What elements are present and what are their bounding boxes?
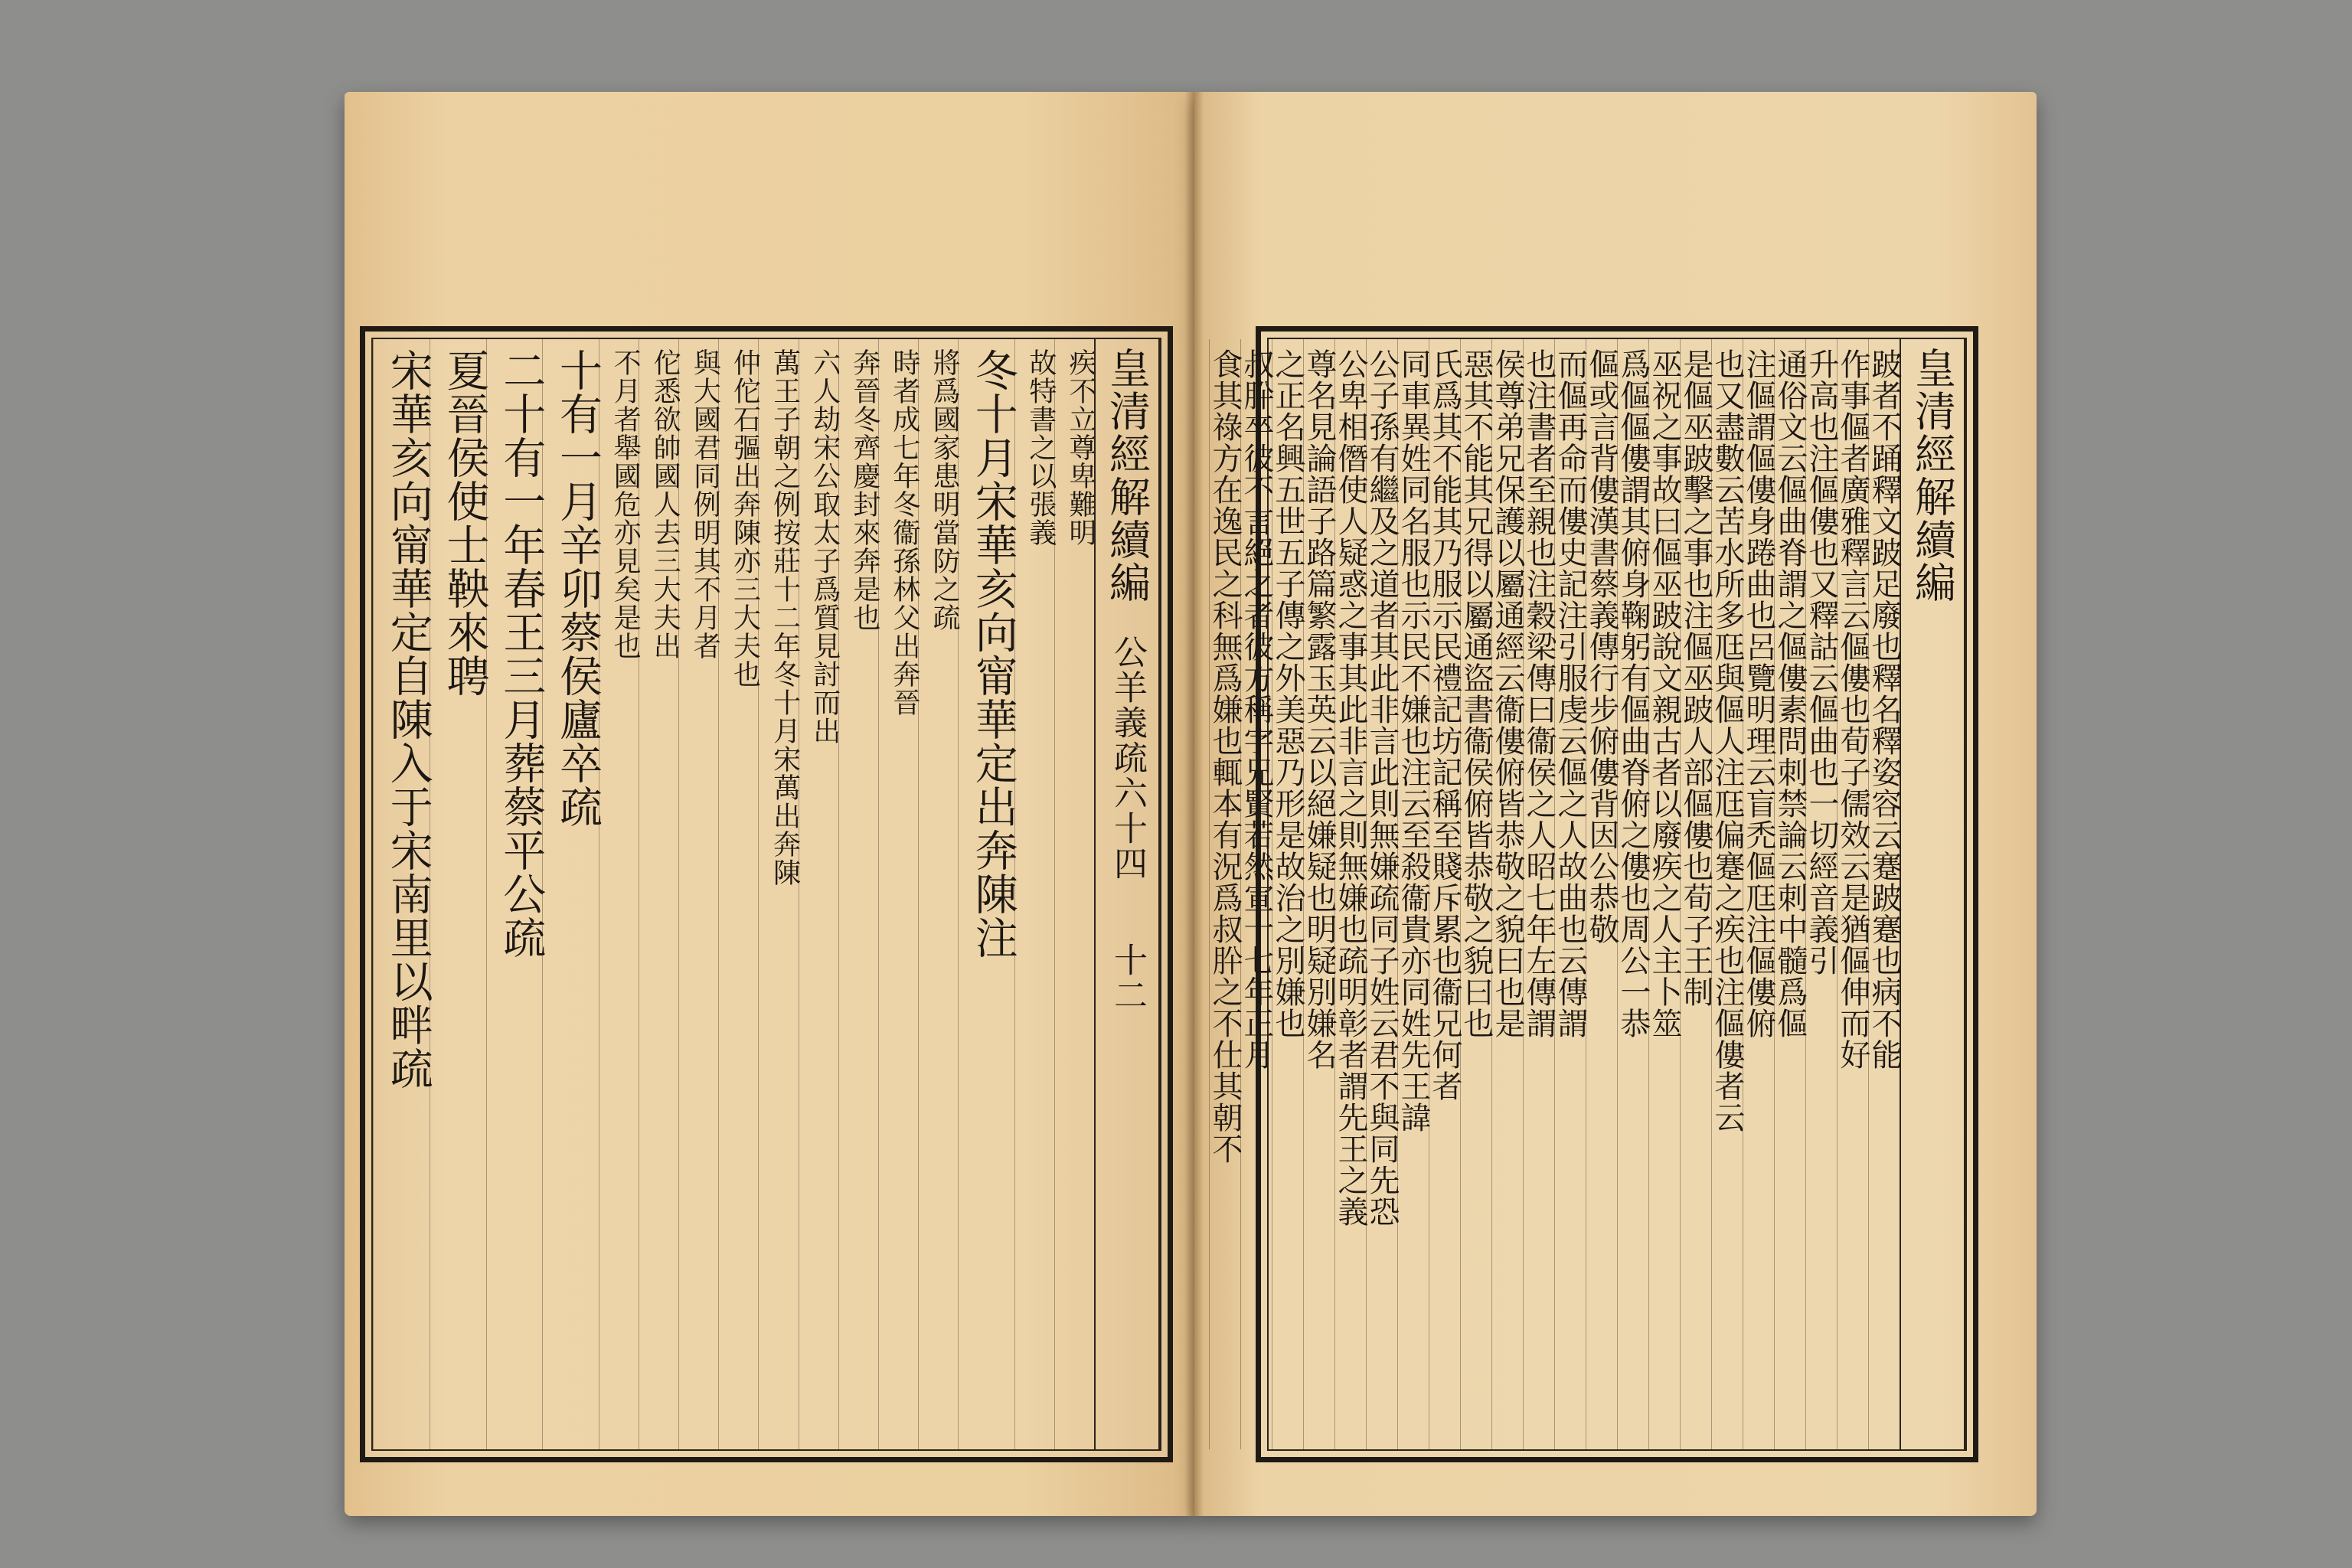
- right-text-column: 食其祿方在逸民之科無爲嫌也輒本有況爲叔肸之不仕其朝不: [1209, 339, 1240, 1449]
- left-text-column: 疾不立尊卑難明: [1054, 339, 1094, 1449]
- left-text-column: 仲佗石彄出奔陳亦三大夫也: [718, 339, 758, 1449]
- left-text-column: 佗悉欲帥國人去三大夫出: [639, 339, 678, 1449]
- left-text-column: 故特書之以張義: [1014, 339, 1054, 1449]
- right-text-column: 作事傴者廣雅釋言云傴僂也荀子儒效云是猶傴伸而好: [1837, 339, 1868, 1449]
- right-text-column: 是傴巫跛擊之事也注傴巫跛人部傴僂也荀子王制: [1680, 339, 1711, 1449]
- right-text-column: 尊名見論語子路篇繁露玉英云以絕嫌疑也明疑別嫌名: [1303, 339, 1334, 1449]
- left-folio-number: 十二: [1108, 942, 1147, 1013]
- left-page-frame: [360, 326, 1173, 1462]
- left-text-column: 十有一月辛卯蔡侯廬卒疏: [542, 339, 599, 1449]
- left-text-column: 六人劫宋公取太子爲質見討而出: [799, 339, 838, 1449]
- right-text-column: 升高也注傴僂也又釋詁云傴曲也一切經音義引: [1805, 339, 1837, 1449]
- left-banner: [1094, 339, 1160, 1449]
- right-text-column: 侯尊弟兄保護以屬通經云衞僂俯皆恭敬之貌曰也是: [1491, 339, 1523, 1449]
- right-text-block: [1207, 338, 1967, 1451]
- right-text-column: 公卑相僭使人疑惑之事其此非言之則無嫌也疏明彰者謂先王之義: [1334, 339, 1366, 1449]
- left-text-column: 夏晉侯使士鞅來聘: [430, 339, 486, 1449]
- right-text-column: 而傴再命而僂史記注引服虔云傴之人故曲也云傳謂: [1554, 339, 1586, 1449]
- right-text-column: 惡其不能其兄得以屬通盜書衞侯俯皆恭敬之貌曰也: [1460, 339, 1491, 1449]
- left-text-column: 萬王子朝之例按莊十二年冬十月宋萬出奔陳: [758, 339, 798, 1449]
- left-text-column: 不月者舉國危亦見矣是也: [599, 339, 639, 1449]
- right-text-column: 也注書者至親也注穀梁傳曰衞侯之人昭七年左傳謂: [1523, 339, 1554, 1449]
- right-page-frame: [1207, 326, 1978, 1462]
- right-banner-title: 皇清經解續編: [1908, 347, 1957, 604]
- right-banner: [1900, 339, 1965, 1449]
- left-text-column: 將爲國家患明當防之疏: [918, 339, 958, 1449]
- right-text-column: 注傴謂傴僂身踡曲也呂覽明理云盲禿傴尫注傴僂俯: [1743, 339, 1774, 1449]
- left-text-column: 奔晉冬齊慶封來奔是也: [838, 339, 878, 1449]
- left-text-column: 宋華亥向甯華定自陳入于宋南里以畔疏: [373, 339, 430, 1449]
- left-text-column: 二十有一年春王三月葬蔡平公疏: [486, 339, 543, 1449]
- right-text-column: 爲傴傴僂謂其俯身鞠躬有傴曲脊俯之僂也周公一恭: [1617, 339, 1648, 1449]
- right-text-column: 之正名興五世五子傳之外美惡乃形是故治之別嫌也: [1272, 339, 1303, 1449]
- left-page: [345, 92, 1194, 1516]
- right-text-column: 叔肸卒彼不言絕之者彼方稱字兄賢若然宣十七年正月: [1240, 339, 1272, 1449]
- right-text-column: 巫祝之事故曰傴巫跛說文親古者以廢疾之人主卜筮: [1648, 339, 1680, 1449]
- right-text-column: 氏爲其不能其乃服示民禮記坊記稱至賤斥累也衞兄何者: [1429, 339, 1460, 1449]
- right-text-column: 公子孫有繼及之道者其此非言此則無嫌疏同子姓云君不與同先恐: [1366, 339, 1397, 1449]
- right-text-column: 通俗文云傴曲脊謂之傴僂素問刺禁論云刺中髓爲傴: [1774, 339, 1805, 1449]
- left-text-column: 冬十月宋華亥向甯華定出奔陳注: [958, 339, 1014, 1449]
- open-book: [345, 92, 2037, 1539]
- right-text-column: 跛者不踊釋文跛足廢也釋名釋姿容云蹇跛蹇也病不能: [1868, 339, 1900, 1449]
- left-section-label: 公羊義疏六十四: [1108, 635, 1147, 881]
- left-banner-title: 皇清經解續編: [1102, 347, 1152, 604]
- right-text-column: 同車異姓同名服也示民不嫌也注云至殺衞貴亦同姓先王諱: [1397, 339, 1429, 1449]
- left-text-column: 與大國君同例明其不月者: [678, 339, 718, 1449]
- left-text-column: 時者成七年冬衞孫林父出奔晉: [878, 339, 918, 1449]
- right-text-column: 傴或言背僂漢書蔡義傳行步俯僂背因公恭敬: [1586, 339, 1617, 1449]
- right-text-column: 也又盡數云苦水所多尫與傴人注尫偏蹇之疾也注傴僂者云: [1711, 339, 1743, 1449]
- left-text-block: [371, 338, 1161, 1451]
- book-gutter: [1185, 92, 1204, 1516]
